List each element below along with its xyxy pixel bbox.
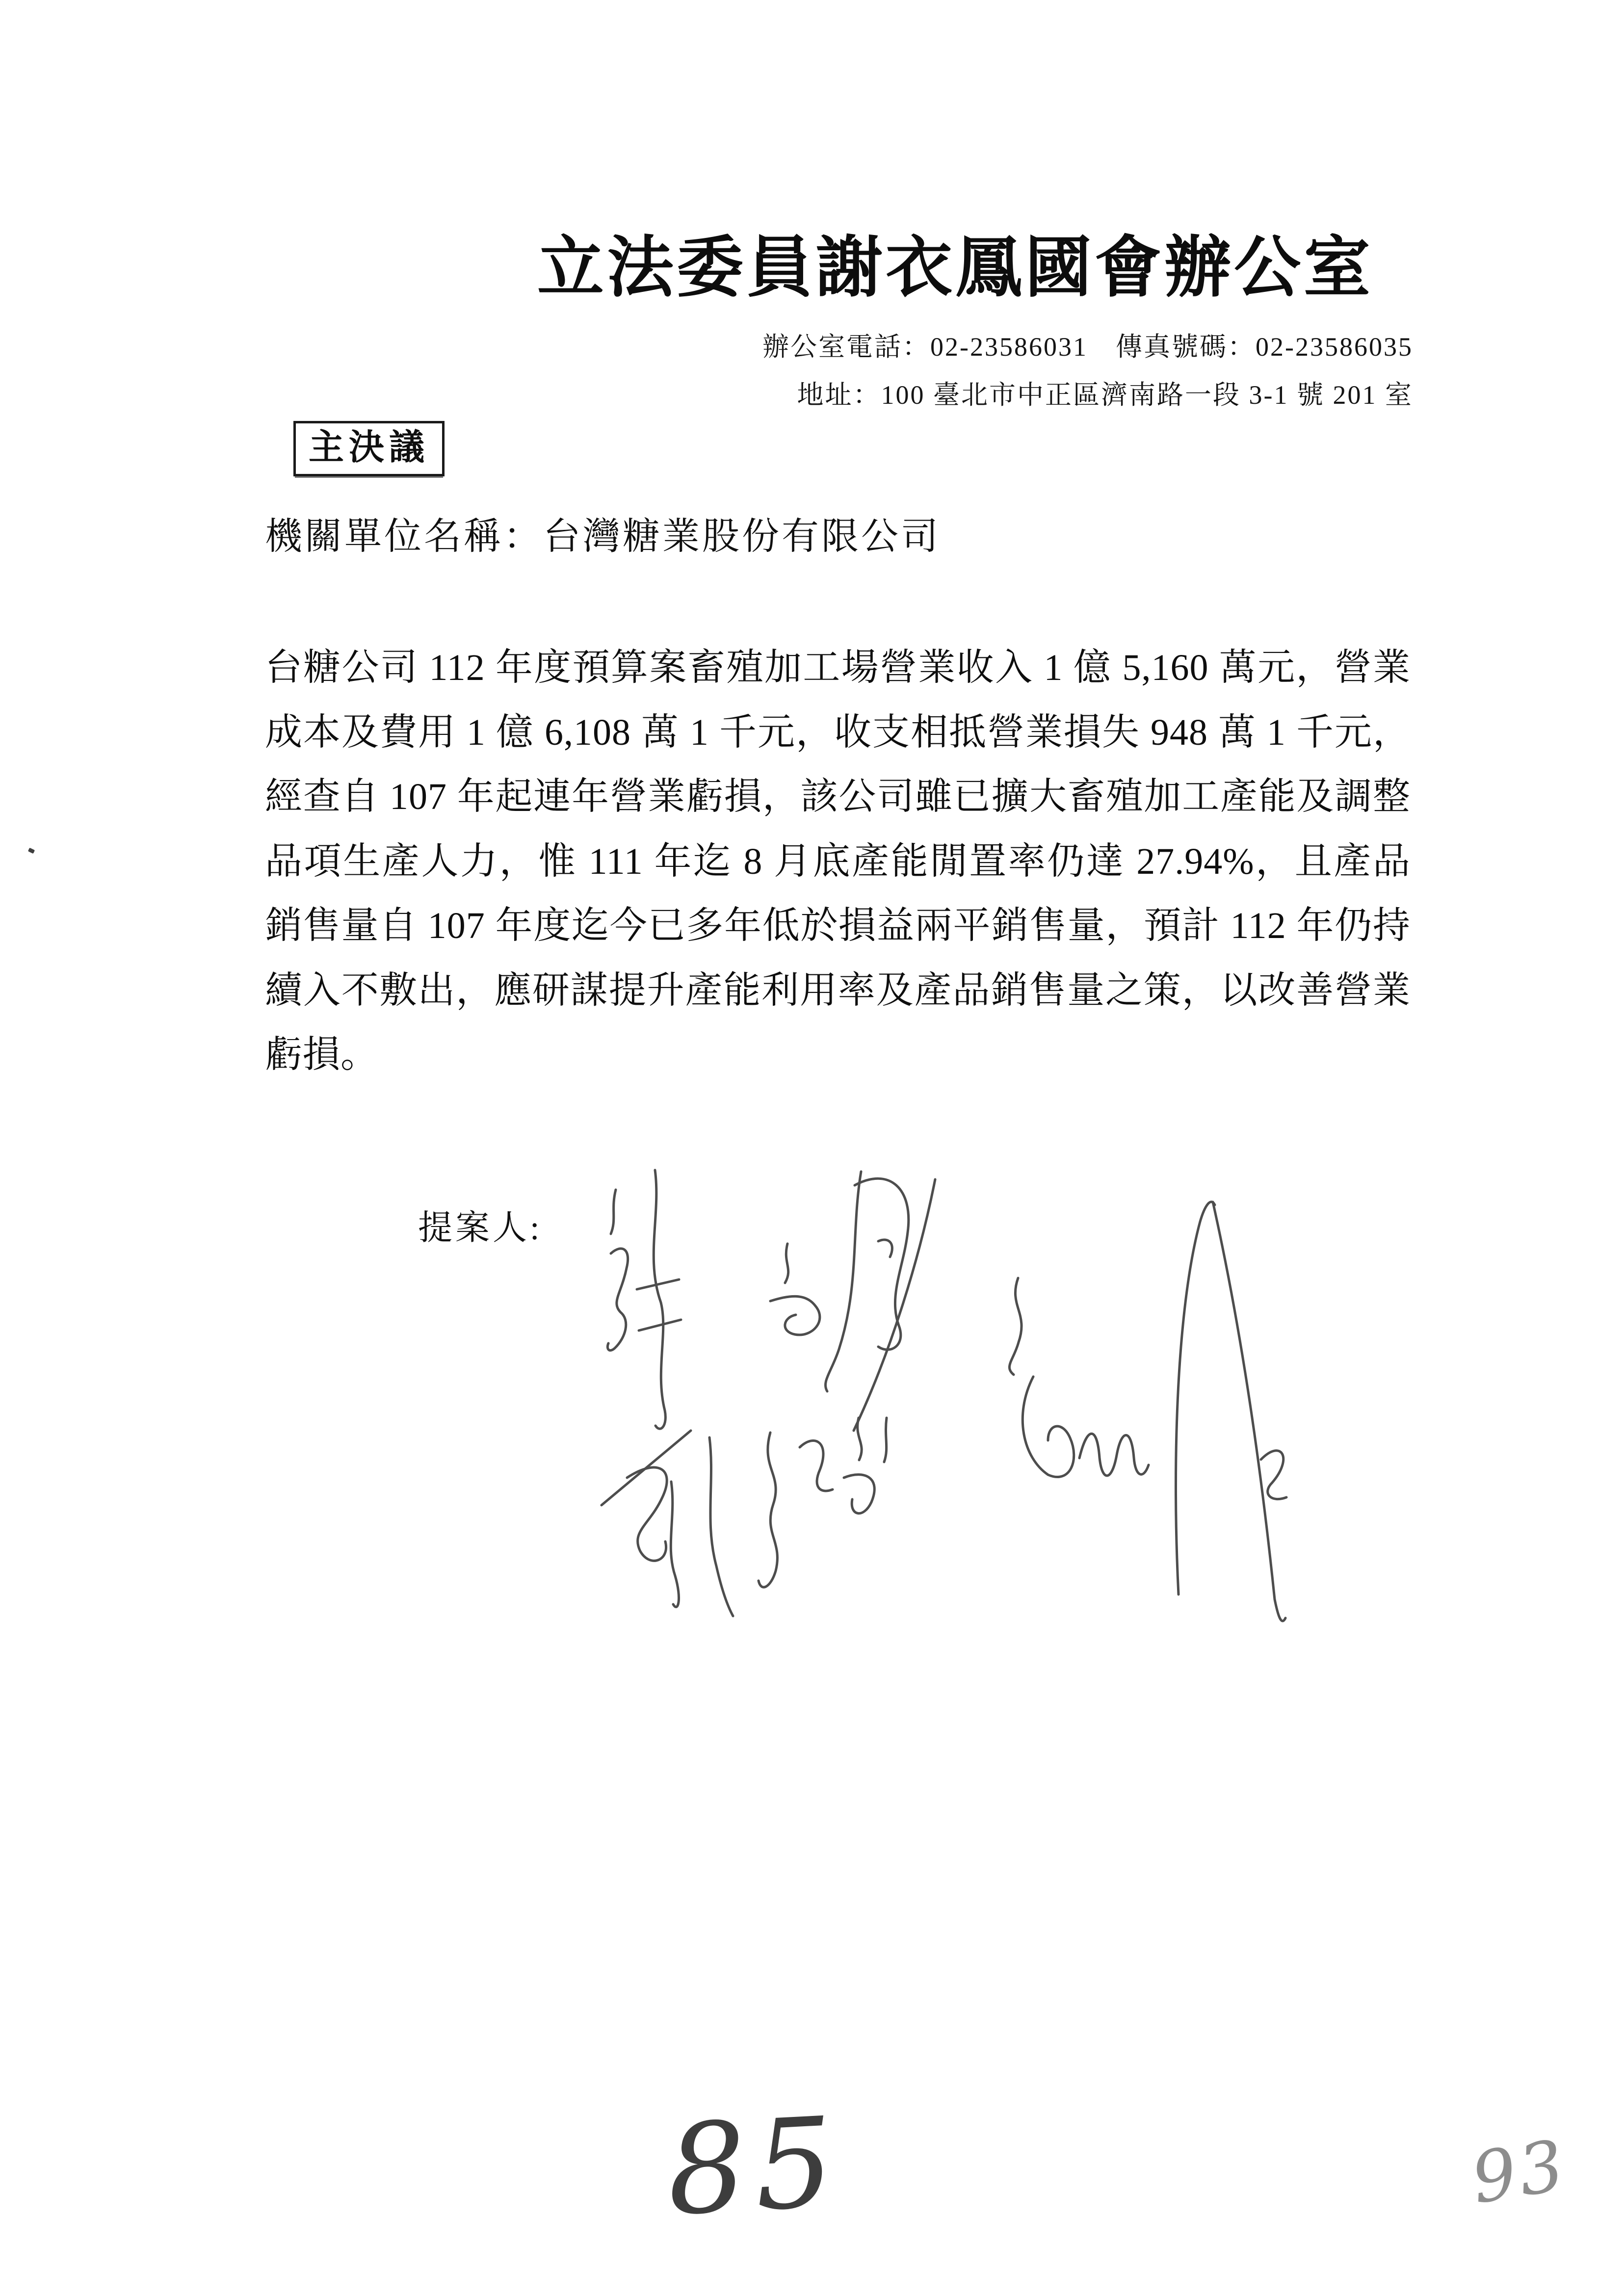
resolution-tag-label: 主決議 — [309, 428, 430, 467]
proposer-label: 提案人: — [418, 1209, 543, 1247]
body-line: 經查自 107 年起連年營業虧損，該公司雖已擴大畜殖加工產能及調整 — [265, 776, 1411, 817]
resolution-tag-box — [293, 421, 445, 476]
page-title: 立法委員謝衣鳳國會辦公室 — [537, 232, 1373, 305]
handwritten-signatures — [564, 1143, 1447, 1634]
scan-speck — [28, 848, 35, 854]
handwritten-page-number: 93 — [1466, 2124, 1572, 2220]
body-line: 銷售量自 107 年度迄今已多年低於損益兩平銷售量，預計 112 年仍持 — [265, 905, 1411, 946]
body-line: 虧損。 — [265, 1034, 378, 1075]
body-line: 成本及費用 1 億 6,108 萬 1 千元，收支相抵營業損失 948 萬 1 千元， — [265, 711, 1411, 753]
office-address-line: 地址：100 臺北市中正區濟南路一段 3-1 號 201 室 — [797, 380, 1413, 410]
agency-name-line: 機關單位名稱：台灣糖業股份有限公司 — [265, 516, 941, 557]
page-number: 85 — [663, 2090, 846, 2244]
signature-cosigner-right — [1009, 1202, 1286, 1621]
body-line: 續入不敷出，應研謀提升產能利用率及產品銷售量之策，以改善營業 — [265, 969, 1411, 1011]
signature-cosigner-left — [602, 1418, 887, 1616]
signature-hsieh-yi-feng — [607, 1170, 935, 1431]
body-line: 品項生產人力，惟 111 年迄 8 月底產能閒置率仍達 27.94%，且產品 — [265, 840, 1411, 882]
office-phone-fax-line: 辦公室電話：02-23586031 傳真號碼：02-23586035 — [762, 332, 1413, 362]
resolution-body — [265, 636, 1411, 1088]
body-line: 台糖公司 112 年度預算案畜殖加工場營業收入 1 億 5,160 萬元，營業 — [265, 647, 1411, 688]
